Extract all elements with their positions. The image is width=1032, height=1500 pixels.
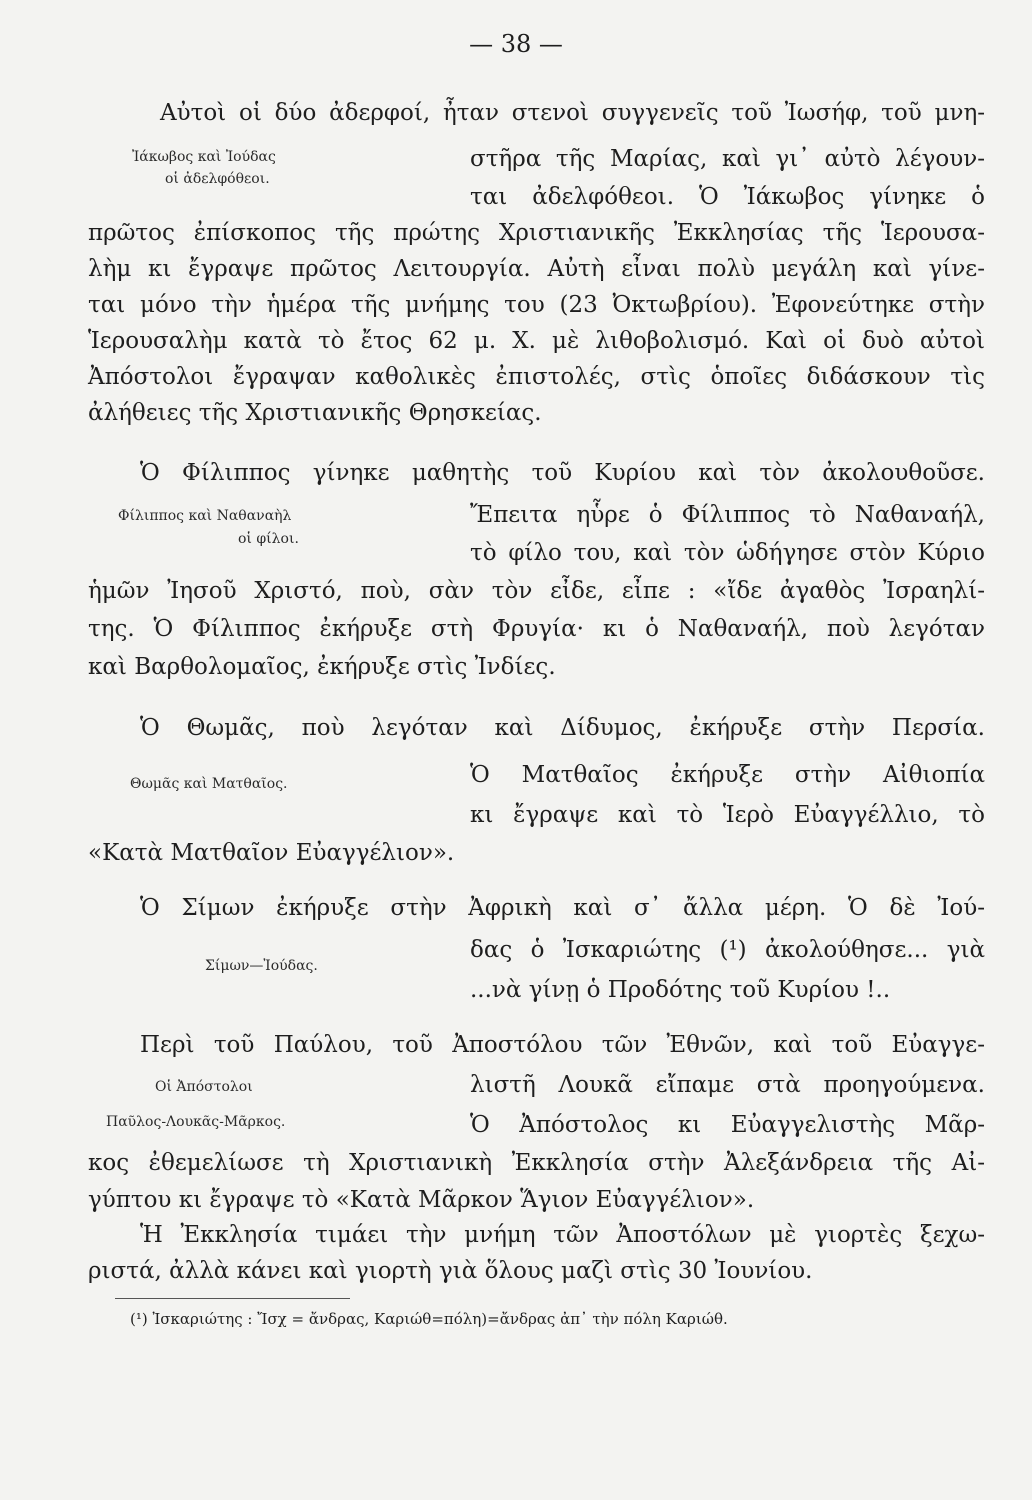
text-line: πρῶτος ἐπίσκοπος τῆς πρώτης Χριστιανικῆς Ἐκκλησίας τῆς Ἱερουσα- bbox=[88, 220, 985, 246]
side-note-simon: Σίμων—Ἰούδας. bbox=[205, 958, 318, 974]
text-line: Ἔπειτα ηὗρε ὁ Φίλιππος τὸ Ναθαναήλ, bbox=[470, 502, 985, 528]
text-line: Ὁ Ματθαῖος ἐκήρυξε στὴν Αἰθιοπία bbox=[470, 762, 985, 788]
text-line: «Κατὰ Ματθαῖον Εὐαγγέλιον». bbox=[88, 840, 455, 866]
text-line: γύπτου κι ἔγραψε τὸ «Κατὰ Μᾶρκον Ἅγιον Εὐαγγέλιον». bbox=[88, 1187, 755, 1213]
text-line: ...νὰ γίνῃ ὁ Προδότης τοῦ Κυρίου !.. bbox=[470, 977, 891, 1003]
side-note-iakovos: Ἰάκωβος καὶ Ἰούδας bbox=[132, 149, 276, 165]
text-line: Ὁ Θωμᾶς, ποὺ λεγόταν καὶ Δίδυμος, ἐκήρυξε στὴν Περσία. bbox=[140, 715, 985, 741]
side-note-apostoloi: Οἱ Ἀπόστολοι bbox=[155, 1079, 253, 1095]
text-line: καὶ Βαρθολομαῖος, ἐκήρυξε στὶς Ἰνδίες. bbox=[88, 654, 556, 680]
text-line: ριστά, ἀλλὰ κάνει καὶ γιορτὴ γιὰ ὅλους μαζὶ στὶς 30 Ἰουνίου. bbox=[88, 1258, 813, 1284]
text-line: ἡμῶν Ἰησοῦ Χριστό, ποὺ, σὰν τὸν εἶδε, εἶπε : «ἴδε ἀγαθὸς Ἰσραηλί- bbox=[88, 578, 985, 604]
text-line: Ὁ Ἀπόστολος κι Εὐαγγελιστὴς Μᾶρ- bbox=[470, 1112, 985, 1138]
side-note-apostoloi-2: Παῦλος-Λουκᾶς-Μᾶρκος. bbox=[106, 1114, 286, 1130]
text-line: λὴμ κι ἔγραψε πρῶτος Λειτουργία. Αὐτὴ εἶναι πολὺ μεγάλη καὶ γίνε- bbox=[88, 256, 985, 282]
side-note-filippos: Φίλιππος καὶ Ναθαναὴλ bbox=[118, 508, 292, 524]
footnote-divider bbox=[115, 1298, 350, 1299]
text-line: κος ἐθεμελίωσε τὴ Χριστιανικὴ Ἐκκλησία στὴν Ἀλεξάνδρεια τῆς Αἰ- bbox=[88, 1150, 985, 1176]
text-line: Ἀπόστολοι ἔγραψαν καθολικὲς ἐπιστολές, στὶς ὁποῖες διδάσκουν τὶς bbox=[88, 364, 985, 390]
text-line: στῆρα τῆς Μαρίας, καὶ γι᾽ αὐτὸ λέγουν- bbox=[470, 146, 985, 172]
text-line: ται ἀδελφόθεοι. Ὁ Ἰάκωβος γίνηκε ὁ bbox=[470, 184, 985, 210]
side-note-iakovos-2: οἱ ἀδελφόθεοι. bbox=[165, 171, 270, 187]
text-line: Αὐτοὶ οἱ δύο ἀδερφοί, ἦταν στενοὶ συγγενεῖς τοῦ Ἰωσήφ, τοῦ μνη- bbox=[160, 100, 985, 126]
text-line: Περὶ τοῦ Παύλου, τοῦ Ἀποστόλου τῶν Ἐθνῶν, καὶ τοῦ Εὐαγγε- bbox=[140, 1032, 985, 1058]
text-line: Ὁ Σίμων ἐκήρυξε στὴν Ἀφρικὴ καὶ σ᾽ ἄλλα μέρη. Ὁ δὲ Ἰού- bbox=[140, 895, 985, 921]
text-line: ἀλήθειες τῆς Χριστιανικῆς Θρησκείας. bbox=[88, 400, 542, 426]
text-line: της. Ὁ Φίλιππος ἐκήρυξε στὴ Φρυγία· κι ὁ Ναθαναήλ, ποὺ λεγόταν bbox=[88, 616, 985, 642]
text-line: δας ὁ Ἰσκαριώτης (¹) ἀκολούθησε... γιὰ bbox=[470, 937, 985, 963]
footnote: (¹) Ἰσκαριώτης : Ἴσχ = ἄνδρας, Καριώθ=πόλη)=ἄνδρας ἀπ᾽ τὴν πόλη Καριώθ. bbox=[130, 1310, 728, 1328]
text-line: ται μόνο τὴν ἡμέρα τῆς μνήμης του (23 Ὀκτωβρίου). Ἐφονεύτηκε στὴν bbox=[88, 292, 985, 318]
text-line: κι ἔγραψε καὶ τὸ Ἱερὸ Εὐαγγέλλιο, τὸ bbox=[470, 802, 985, 828]
page-number: — 38 — bbox=[469, 30, 563, 58]
side-note-thomas: Θωμᾶς καὶ Ματθαῖος. bbox=[130, 776, 288, 792]
text-line: Ἱερουσαλὴμ κατὰ τὸ ἔτος 62 μ. Χ. μὲ λιθοβολισμό. Καὶ οἱ δυὸ αὐτοὶ bbox=[88, 328, 985, 354]
text-line: λιστῆ Λουκᾶ εἴπαμε στὰ προηγούμενα. bbox=[470, 1072, 985, 1098]
side-note-filippos-2: οἱ φίλοι. bbox=[238, 531, 299, 547]
text-line: τὸ φίλο του, καὶ τὸν ὡδήγησε στὸν Κύριο bbox=[470, 540, 985, 566]
text-line: Ἡ Ἐκκλησία τιμάει τὴν μνήμη τῶν Ἀποστόλων μὲ γιορτὲς ξεχω- bbox=[140, 1222, 985, 1248]
text-line: Ὁ Φίλιππος γίνηκε μαθητὴς τοῦ Κυρίου καὶ τὸν ἀκολουθοῦσε. bbox=[140, 460, 985, 486]
